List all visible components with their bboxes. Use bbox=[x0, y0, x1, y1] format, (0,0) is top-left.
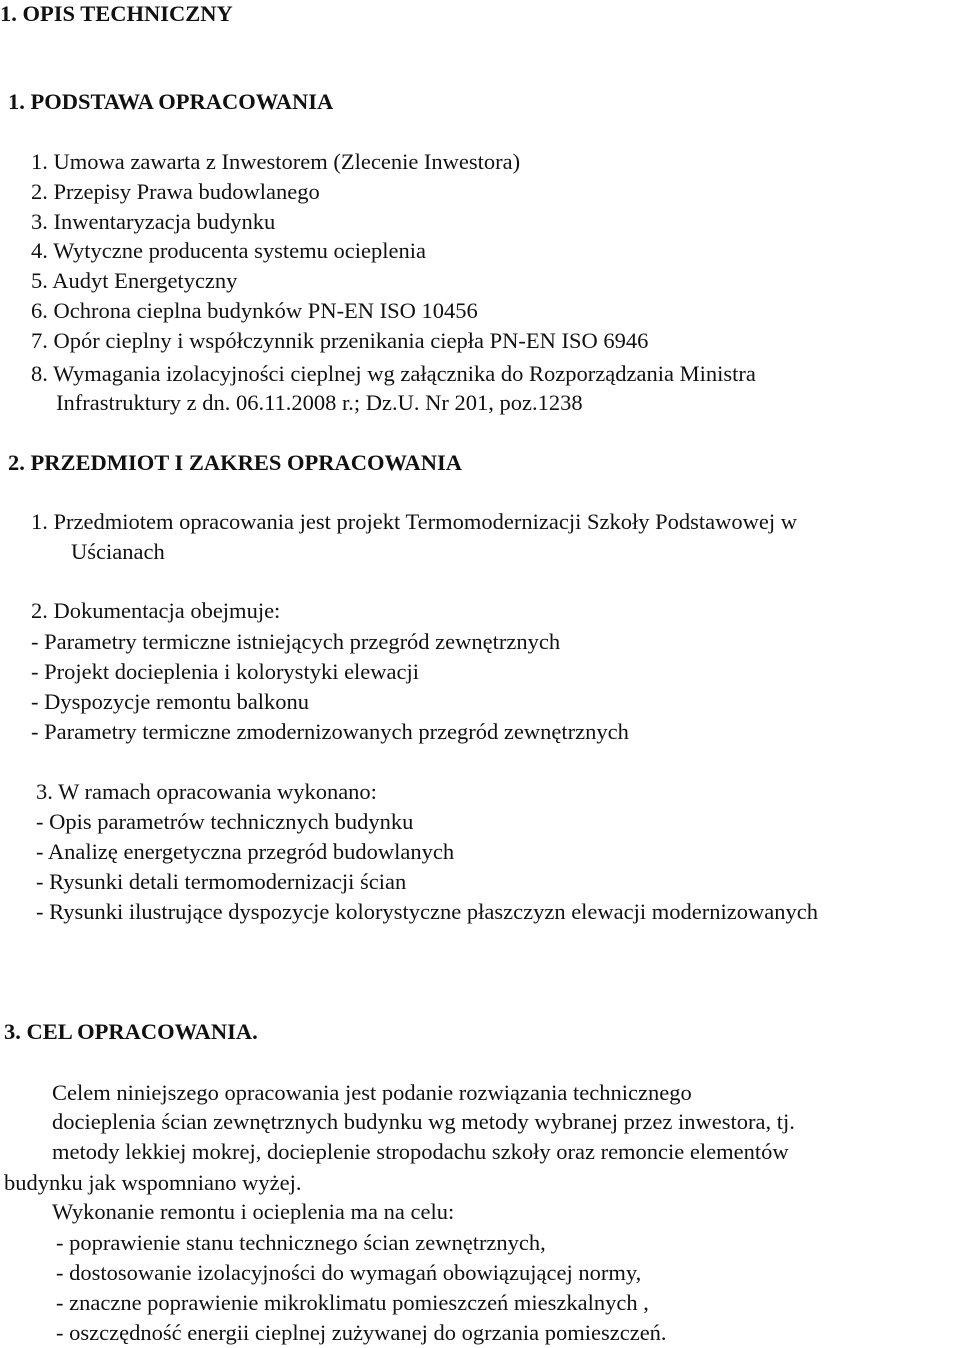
list-item: - Rysunki detali termomodernizacji ścian bbox=[36, 869, 407, 894]
document-title: 1. OPIS TECHNICZNY bbox=[0, 1, 233, 26]
list-item: 5. Audyt Energetyczny bbox=[31, 268, 238, 293]
documentation-heading: 2. Dokumentacja obejmuje: bbox=[31, 598, 281, 623]
list-item: 8. Wymagania izolacyjności cieplnej wg załącznika do Rozporządzania Ministra bbox=[31, 361, 756, 386]
section-heading-goal: 3. CEL OPRACOWANIA. bbox=[4, 1019, 258, 1044]
scope-paragraph-line: 1. Przedmiotem opracowania jest projekt Termomodernizacji Szkoły Podstawowej w bbox=[31, 509, 797, 534]
scope-paragraph-line: Uścianach bbox=[71, 539, 165, 564]
list-item: 7. Opór cieplny i współczynnik przenikania ciepła PN-EN ISO 6946 bbox=[31, 328, 649, 353]
work-done-heading: 3. W ramach opracowania wykonano: bbox=[36, 779, 377, 804]
list-item: - Parametry termiczne istniejących przegród zewnętrznych bbox=[31, 629, 561, 654]
paragraph-line: metody lekkiej mokrej, docieplenie stropodachu szkoły oraz remoncie elementów bbox=[52, 1139, 789, 1164]
list-item: 6. Ochrona cieplna budynków PN-EN ISO 10456 bbox=[31, 298, 478, 323]
list-item: - Opis parametrów technicznych budynku bbox=[36, 809, 414, 834]
paragraph-line: docieplenia ścian zewnętrznych budynku wg metody wybranej przez inwestora, tj. bbox=[52, 1109, 795, 1134]
list-item: - Analizę energetyczna przegród budowlanych bbox=[36, 839, 455, 864]
list-item: - Projekt docieplenia i kolorystyki elewacji bbox=[31, 659, 420, 684]
list-item: 1. Umowa zawarta z Inwestorem (Zlecenie Inwestora) bbox=[31, 149, 521, 174]
paragraph-line: Celem niniejszego opracowania jest podanie rozwiązania technicznego bbox=[52, 1080, 692, 1105]
paragraph-line: Wykonanie remontu i ocieplenia ma na celu: bbox=[52, 1199, 455, 1224]
list-item: 2. Przepisy Prawa budowlanego bbox=[31, 179, 320, 204]
list-item: - znaczne poprawienie mikroklimatu pomieszczeń mieszkalnych , bbox=[56, 1290, 649, 1315]
section-heading-basis: 1. PODSTAWA OPRACOWANIA bbox=[8, 89, 334, 114]
list-item-continuation: Infrastruktury z dn. 06.11.2008 r.; Dz.U. Nr 201, poz.1238 bbox=[56, 390, 583, 415]
list-item: 3. Inwentaryzacja budynku bbox=[31, 209, 276, 234]
list-item: - Parametry termiczne zmodernizowanych przegród zewnętrznych bbox=[31, 719, 629, 744]
list-item: - Dyspozycje remontu balkonu bbox=[31, 689, 310, 714]
list-item: - Rysunki ilustrujące dyspozycje kolorystyczne płaszczyzn elewacji modernizowanych bbox=[36, 899, 818, 924]
list-item: - poprawienie stanu technicznego ścian zewnętrznych, bbox=[56, 1230, 546, 1255]
list-item: - dostosowanie izolacyjności do wymagań obowiązującej normy, bbox=[56, 1260, 642, 1285]
section-heading-scope: 2. PRZEDMIOT I ZAKRES OPRACOWANIA bbox=[8, 450, 463, 475]
paragraph-line: budynku jak wspomniano wyżej. bbox=[4, 1170, 302, 1195]
list-item: 4. Wytyczne producenta systemu ocieplenia bbox=[31, 238, 426, 263]
list-item: - oszczędność energii cieplnej zużywanej do ogrzania pomieszczeń. bbox=[56, 1320, 667, 1345]
